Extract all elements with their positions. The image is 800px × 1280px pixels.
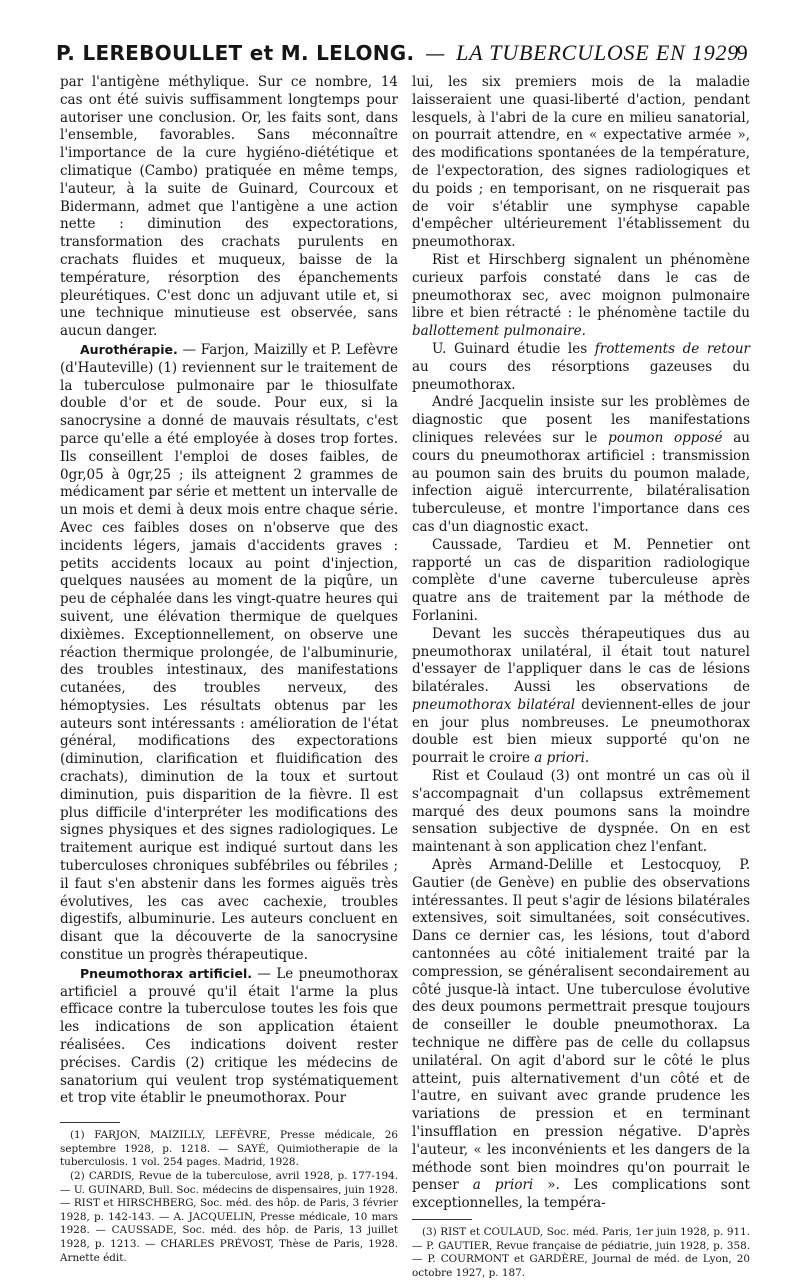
right-paragraph-4-text: André Jacquelin insiste sur les problèmes de diagnostic que posent les manifestations cliniques relevées sur le xyxy=(412,394,750,446)
right-paragraph-4 xyxy=(412,394,750,536)
footnote-3: (3) RIST et COULAUD, Soc. méd. Paris, 1er juin 1928, p. 911. — P. GAUTIER, Revue française de pédiatrie, juin 1928, p. 358. — P. COURMONT et GARDÈRE, Journal de méd. de Lyon, 20 octobre 1927, p. 187. xyxy=(412,1226,750,1279)
footnote-separator xyxy=(60,1122,120,1123)
right-paragraph-8-text: Après Armand-Delille et Lestocquoy, P. Gautier (de Genève) en publie des observations intéressantes. Il peut s'agir de lésions bilatérales extensives, soit simultanées, soit consécutives. Dans ce dernier cas, les lésions, tout d'abord cantonnées au côté initialement traité par la compression, se généralisent secondairement au côté jusque-là intact. Une tuberculose évolutive des deux poumons permettrait presque toujours de conseiller le double pneumothorax. La technique ne diffère pas de celle du collapsus unilatéral. On agit d'abord sur le côté le plus atteint, puis alternativement d'un côté et de l'autre, en suivant avec grande prudence les variations de pression et en terminant l'insufflation en pression négative. D'après l'auteur, « les inconvénients et les dangers de la méthode sont bien moindres qu'on pourrait le penser xyxy=(412,857,750,1194)
left-paragraph-pneumothorax xyxy=(60,965,398,1108)
page-number: 9 xyxy=(736,40,748,65)
right-paragraph-1: lui, les six premiers mois de la maladie laisseraient une quasi-liberté d'action, pendant lesquels, à l'abri de la cure en milieu sanatorial, on pourrait attendre, en « expectative armée », des modifications spontanées de la température, de l'expectoration, des signes radiologiques et du poids ; en temporisant, on ne risquerait pas de voir s'établir une symphyse capable d'empêcher ultérieurement l'établissement du pneumothorax. xyxy=(412,74,750,251)
section-lead-pneumothorax: Pneumothorax artificiel. xyxy=(80,965,252,981)
right-paragraph-6 xyxy=(412,626,750,768)
right-paragraph-4-text-b: au cours du pneumothorax artificiel : transmission au poumon sain des bruits du poumon malade, infection aiguë intercurrente, bilatéralisation tuberculeuse, et montre l'importance dans ces cas d'un diagnostic exact. xyxy=(412,429,750,535)
header-dash: — xyxy=(425,41,446,65)
right-paragraph-4-emphasis: poumon opposé xyxy=(608,429,723,446)
right-paragraph-5: Caussade, Tardieu et M. Pennetier ont rapporté un cas de disparition radiologique complète d'une caverne tuberculeuse après quatre ans de traitement par la méthode de Forlanini. xyxy=(412,536,750,624)
right-footnotes xyxy=(412,1219,750,1280)
right-paragraph-6-emphasis: pneumothorax bilatéral xyxy=(412,696,576,713)
left-column xyxy=(60,74,398,1265)
right-paragraph-6-text-b: deviennent-elles de jour en jour plus nombreuses. Le pneumothorax double est bien mieux supporté qu'on ne pourrait le croire xyxy=(412,696,750,767)
right-paragraph-8-text-b: ». Les complications sont exceptionnelles, la tempéra- xyxy=(412,1177,750,1212)
right-paragraph-2-text: Rist et Hirschberg signalent un phénomène curieux parfois constaté dans le cas de pneumothorax sec, avec moignon pulmonaire libre et bien rétracté : le phénomène tactile du xyxy=(412,251,750,322)
right-paragraph-8-emphasis: a priori xyxy=(472,1177,534,1194)
footnote-2: (2) CARDIS, Revue de la tuberculose, avril 1928, p. 177-194. — U. GUINARD, Bull. Soc. médecins de dispensaires, juin 1928. — RIST et HIRSCHBERG, Soc. méd. des hôp. de Paris, 3 février 1928, p. 142-143. — A. JACQUELIN, Presse médicale, 10 mars 1928. — CAUSSADE, Soc. méd. des hôp. de Paris, 13 juillet 1928, p. 1213. — CHARLES PRÉVOST, Thèse de Paris, 1928. Arnette édit. xyxy=(60,1170,398,1264)
right-paragraph-3-text-b: au cours des résorptions gazeuses du pneumothorax. xyxy=(412,358,750,393)
section-lead-aurotherapie: Aurothérapie. xyxy=(80,341,178,357)
left-paragraph-aurotherapie xyxy=(60,341,398,965)
footnote-1: (1) FARJON, MAIZILLY, LEFÈVRE, Presse médicale, 26 septembre 1928, p. 1218. — SAYÉ, Quimiotherapie de la tuberculosis. 1 vol. 254 pages. Madrid, 1928. xyxy=(60,1129,398,1169)
right-paragraph-2-emphasis: ballottement pulmonaire. xyxy=(412,323,586,340)
right-column xyxy=(412,74,750,1280)
right-paragraph-7: Rist et Coulaud (3) ont montré un cas où il s'accompagnait d'un collapsus extrêmement marqué des deux poumons sans la moindre sensation subjective de dyspnée. On en est maintenant à son application chez l'enfant. xyxy=(412,768,750,856)
running-header xyxy=(56,40,746,66)
left-paragraph-2-text: — Farjon, Maizilly et P. Lefèvre (d'Hauteville) (1) reviennent sur le traitement de la tuberculose pulmonaire par le thiosulfate double d'or et de soude. Pour eux, si la sanocrysine a donné de mauvais résultats, c'est parce qu'elle a été employée à doses trop fortes. Ils conseillent l'emploi de doses faibles, de 0gr,05 à 0gr,25 ; ils atteignent 2 grammes de médicament par série et mettent un intervalle de un mois et demi à deux mois entre chaque série. Avec ces faibles doses on n'observe que des incidents légers, jamais d'accidents graves : petits accidents locaux au point d'injection, quelques nausées au moment de la piqûre, un peu de céphalée dans les vingt-quatre heures qui suivent, une élévation thermique de quelques dixièmes. Exceptionnellement, on observe une réaction thermique prolongée, de l'albuminurie, des troubles intestinaux, des manifestations cutanées, des troubles nerveux, des hémoptysies. Les résultats obtenus par les auteurs sont intéressants : amélioration de l'état général, modifications des expectorations (diminution, clarification et fluidification des crachats), diminution de la toux et surtout diminution, puis disparition de la fièvre. Il est plus difficile d'interpréter les modifications des signes physiques et des signes radiologiques. Le traitement aurique est indiqué surtout dans les tuberculoses chroniques subfébriles ou fébriles ; il faut s'en abstenir dans les formes aiguës très évolutives, les cas avec cachexie, troubles digestifs, albuminurie. Les auteurs concluent en disant que la découverte de la sanocrysine constitue un progrès thérapeutique. xyxy=(60,341,398,964)
left-paragraph-3-text: — Le pneumothorax artificiel a prouvé qu'il était l'arme la plus efficace contre la tuberculose toutes les fois que les indications de son application étaient réalisées. Ces indications doivent rester précises. Cardis (2) critique les médecins de sanatorium qui veulent trop systématiquement et trop vite établir le pneumothorax. Pour xyxy=(60,965,398,1107)
right-paragraph-6-emphasis-2: a priori. xyxy=(534,750,590,767)
header-authors: P. LEREBOULLET et M. LELONG. xyxy=(56,41,415,65)
right-paragraph-3 xyxy=(412,341,750,394)
right-paragraph-6-text: Devant les succès thérapeutiques dus au pneumothorax unilatéral, il était tout naturel d'essayer de l'appliquer dans le cas de lésions bilatérales. Aussi les observations de xyxy=(412,625,750,696)
header-title: LA TUBERCULOSE EN 1929 xyxy=(456,40,740,65)
left-paragraph-1: par l'antigène méthylique. Sur ce nombre, 14 cas ont été suivis suffisamment longtemps pour autoriser une conclusion. Or, les faits sont, dans l'ensemble, favorables. Sans méconnaître l'importance de la cure hygiéno-diététique et climatique (Cambo) pratiquée en même temps, l'auteur, à la suite de Guinard, Courcoux et Bidermann, admet que l'antigène a une action nette : diminution des expectorations, transformation des crachats purulents en crachats fluides et muqueux, baisse de la température, résorption des épanchements pleurétiques. C'est donc un adjuvant utile et, si une technique minutieuse est observée, sans aucun danger. xyxy=(60,74,398,340)
right-paragraph-3-emphasis: frottements de retour xyxy=(594,340,750,357)
left-footnotes xyxy=(60,1122,398,1265)
right-paragraph-3-text: U. Guinard étudie les xyxy=(432,340,595,357)
footnote-separator xyxy=(412,1219,472,1220)
right-paragraph-2 xyxy=(412,252,750,341)
right-paragraph-8 xyxy=(412,857,750,1213)
